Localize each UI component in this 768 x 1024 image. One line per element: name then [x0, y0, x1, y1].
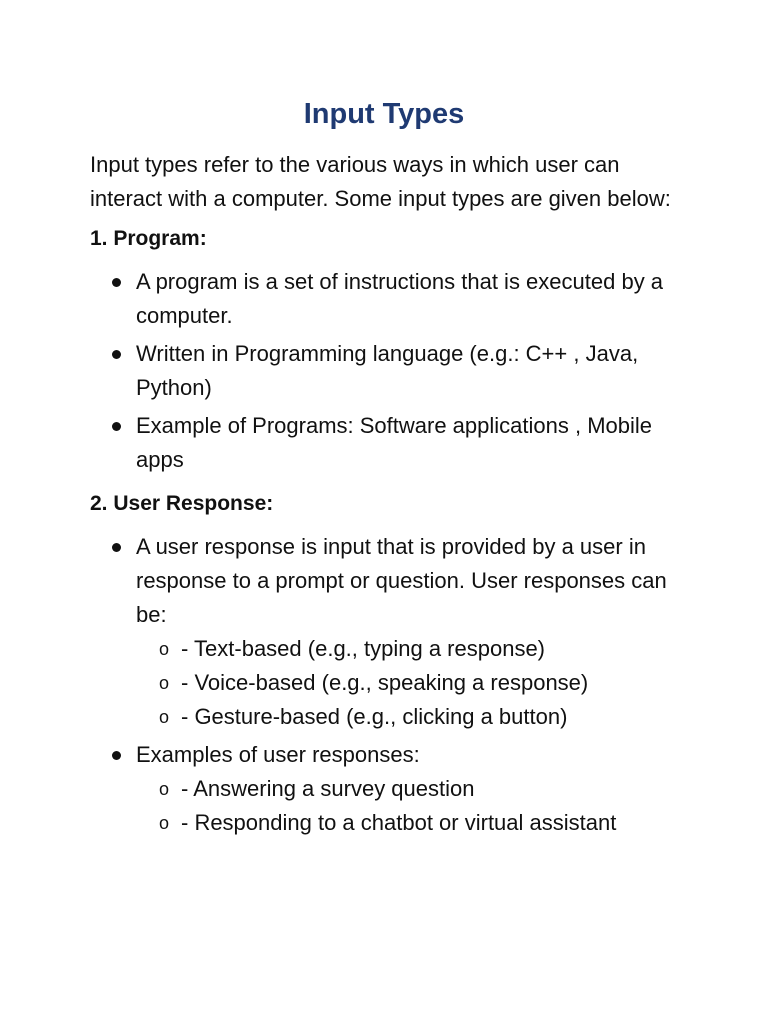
- section-program: [90, 224, 678, 477]
- hollow-circle-icon: o: [159, 813, 170, 833]
- sub-item-text: - Text-based (e.g., typing a response): [181, 636, 546, 661]
- section-heading-program: 1. Program:: [90, 227, 207, 250]
- sub-list-item: [136, 806, 678, 840]
- bullet-text: A user response is input that is provided by a user in response to a prompt or question. User responses can be:: [136, 534, 667, 627]
- list-item: [90, 409, 678, 477]
- section-user-response: [90, 489, 678, 840]
- bullet-icon: [112, 751, 121, 760]
- bullet-text: Example of Programs: Software applications , Mobile apps: [136, 413, 653, 472]
- hollow-circle-icon: o: [159, 673, 170, 693]
- hollow-circle-icon: o: [159, 639, 170, 659]
- bullet-text: Written in Programming language (e.g.: C++ , Java, Python): [136, 341, 639, 400]
- bullet-icon: [112, 278, 121, 287]
- user-response-bullet-list: [90, 530, 678, 840]
- bullet-text: A program is a set of instructions that is executed by a computer.: [136, 269, 664, 328]
- section-heading-user-response: 2. User Response:: [90, 492, 274, 515]
- hollow-circle-icon: o: [159, 707, 170, 727]
- bullet-icon: [112, 350, 121, 359]
- list-item: [90, 337, 678, 405]
- intro-paragraph: Input types refer to the various ways in which user can interact with a computer. Some input types are given below:: [90, 152, 671, 211]
- program-bullet-list: [90, 265, 678, 477]
- page-title: Input Types: [303, 98, 465, 130]
- sub-item-text: - Responding to a chatbot or virtual assistant: [181, 810, 617, 835]
- list-item: [90, 265, 678, 333]
- sub-list: [136, 772, 678, 840]
- list-item: [90, 738, 678, 840]
- bullet-icon: [112, 543, 121, 552]
- sub-list-item: [136, 666, 678, 700]
- bullet-text: Examples of user responses:: [136, 742, 420, 767]
- sub-item-text: - Gesture-based (e.g., clicking a button): [181, 704, 568, 729]
- sub-list: [136, 632, 678, 734]
- sub-list-item: [136, 700, 678, 734]
- bullet-icon: [112, 422, 121, 431]
- hollow-circle-icon: o: [159, 779, 170, 799]
- sub-list-item: [136, 772, 678, 806]
- list-item: [90, 530, 678, 734]
- sub-item-text: - Answering a survey question: [181, 776, 475, 801]
- sub-item-text: - Voice-based (e.g., speaking a response): [181, 670, 589, 695]
- sub-list-item: [136, 632, 678, 666]
